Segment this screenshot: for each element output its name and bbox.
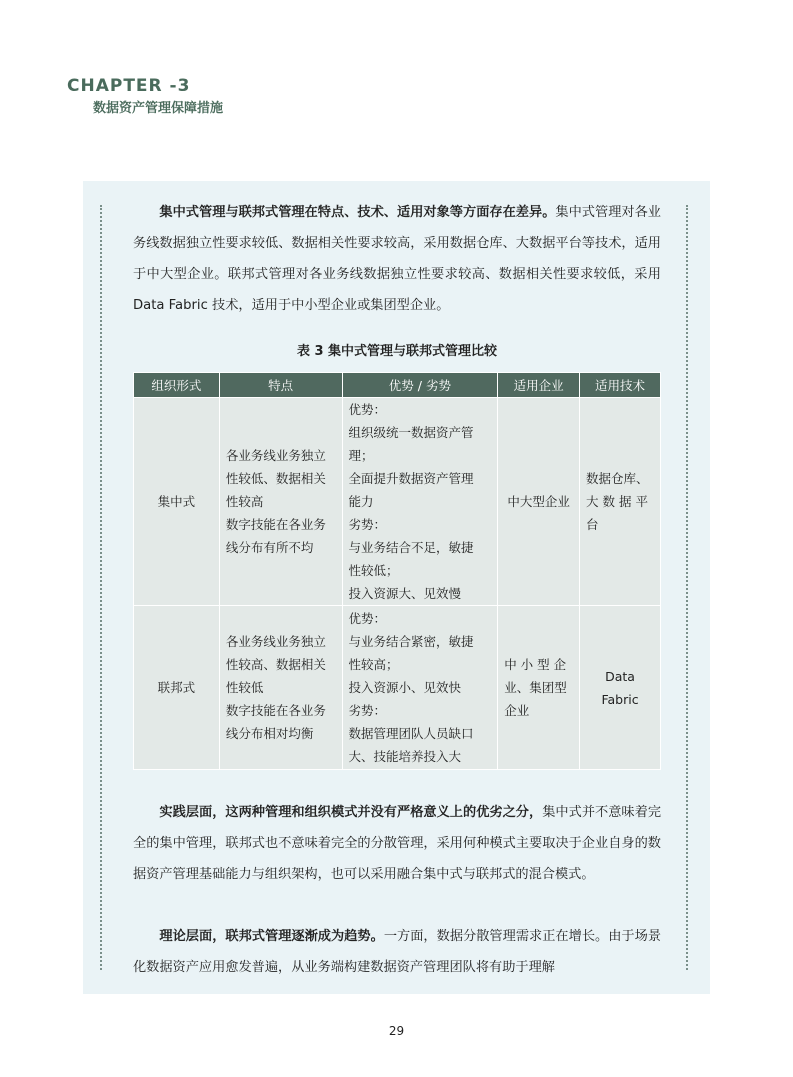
- paragraph-1: [133, 197, 661, 321]
- cell-line: 投入资源小、见效快: [348, 680, 462, 695]
- cell-form: 联邦式: [134, 606, 220, 770]
- cell-line: 劣势：: [348, 703, 387, 718]
- paragraph-1-lead: 集中式管理与联邦式管理在特点、技术、适用对象等方面存在差异。: [159, 205, 556, 220]
- chapter-label: CHAPTER -3: [67, 76, 191, 96]
- cell-line: 大 数 据 平: [586, 494, 648, 509]
- left-dotted-rule: [100, 205, 102, 970]
- cell-line: 企业: [504, 703, 530, 718]
- paragraph-2-body: 集中式并不意味着完全的集中管理，联邦式也不意味着完全的分散管理，采用何种模式主要取决于企业自身的数据资产管理基础能力与组织架构，也可以采用融合集中式与联邦式的混合模式。: [133, 805, 662, 882]
- cell-pros-cons: [342, 606, 498, 770]
- chapter-subtitle: 数据资产管理保障措施: [93, 101, 224, 116]
- cell-line: 数据仓库、: [586, 471, 649, 486]
- table-row: [134, 606, 661, 770]
- cell-line: 组织级统一数据资产管: [348, 425, 474, 440]
- cell-line: 全面提升数据资产管理: [348, 471, 474, 486]
- cell-line: 台: [586, 517, 599, 532]
- cell-line: 中大型企业: [507, 494, 570, 509]
- cell-line: 数字技能在各业务: [225, 703, 326, 718]
- cell-line: 优势：: [348, 402, 387, 417]
- paragraph-3-body: 一方面，数据分散管理需求正在增长。由于场景化数据资产应用愈发普遍，从业务端构建数据资产管理团队将有助于理解: [133, 929, 662, 975]
- cell-line: 性较高、数据相关: [225, 657, 326, 672]
- header-features: 特点: [219, 373, 342, 398]
- cell-line: 与业务结合不足，敏捷: [348, 540, 474, 555]
- paragraph-3: [133, 921, 661, 983]
- paragraph-1-body: 集中式管理对各业务线数据独立性要求较低、数据相关性要求较高，采用数据仓库、大数据平台等技术，适用于中大型企业。联邦式管理对各业务线数据独立性要求较高、数据相关性要求较低，采用 Data Fabric 技术，适用于中小型企业或集团型企业。: [133, 205, 661, 313]
- cell-line: 线分布有所不均: [225, 540, 314, 555]
- cell-tech: [580, 606, 661, 770]
- cell-line: 各业务线业务独立: [225, 634, 326, 649]
- cell-line: 能力: [348, 494, 374, 509]
- cell-line: 业、集团型: [504, 680, 567, 695]
- table-caption: 表 3 集中式管理与联邦式管理比较: [296, 344, 498, 359]
- paragraph-2-lead: 实践层面，这两种管理和组织模式并没有严格意义上的优劣之分，: [159, 805, 543, 820]
- cell-line: 性较高；: [348, 657, 399, 672]
- right-dotted-rule: [686, 205, 688, 970]
- cell-line: 劣势：: [348, 517, 387, 532]
- cell-line: 投入资源大、见效慢: [348, 586, 462, 601]
- header-enterprise: 适用企业: [498, 373, 580, 398]
- page-number: 29: [388, 1024, 405, 1038]
- header-tech: 适用技术: [580, 373, 661, 398]
- cell-line: 性较高: [225, 494, 264, 509]
- cell-line: 中 小 型 企: [504, 657, 567, 672]
- header-form: 组织形式: [134, 373, 220, 398]
- paragraph-2: [133, 797, 661, 890]
- cell-line: 性较低；: [348, 563, 399, 578]
- cell-line: 性较低: [225, 680, 264, 695]
- cell-line: 优势：: [348, 611, 387, 626]
- header-pros-cons: 优势 / 劣势: [342, 373, 498, 398]
- cell-line: 数字技能在各业务: [225, 517, 326, 532]
- cell-line: 线分布相对均衡: [225, 726, 314, 741]
- cell-line: 与业务结合紧密，敏捷: [348, 634, 474, 649]
- cell-tech: [580, 398, 661, 606]
- cell-line: Data: [605, 668, 635, 684]
- cell-enterprise: [498, 606, 580, 770]
- cell-line: 理；: [348, 448, 374, 463]
- cell-pros-cons: [342, 398, 498, 606]
- table-row: [134, 398, 661, 606]
- cell-line: 性较低、数据相关: [225, 471, 326, 486]
- cell-line: 大、技能培养投入大: [348, 749, 462, 764]
- cell-features: [219, 398, 342, 606]
- paragraph-3-lead: 理论层面，联邦式管理逐渐成为趋势。: [159, 929, 384, 944]
- cell-line: 各业务线业务独立: [225, 448, 326, 463]
- comparison-table: [133, 372, 661, 770]
- cell-line: 数据管理团队人员缺口: [348, 726, 474, 741]
- cell-line: Fabric: [601, 691, 639, 707]
- cell-features: [219, 606, 342, 770]
- cell-form: 集中式: [134, 398, 220, 606]
- cell-enterprise: [498, 398, 580, 606]
